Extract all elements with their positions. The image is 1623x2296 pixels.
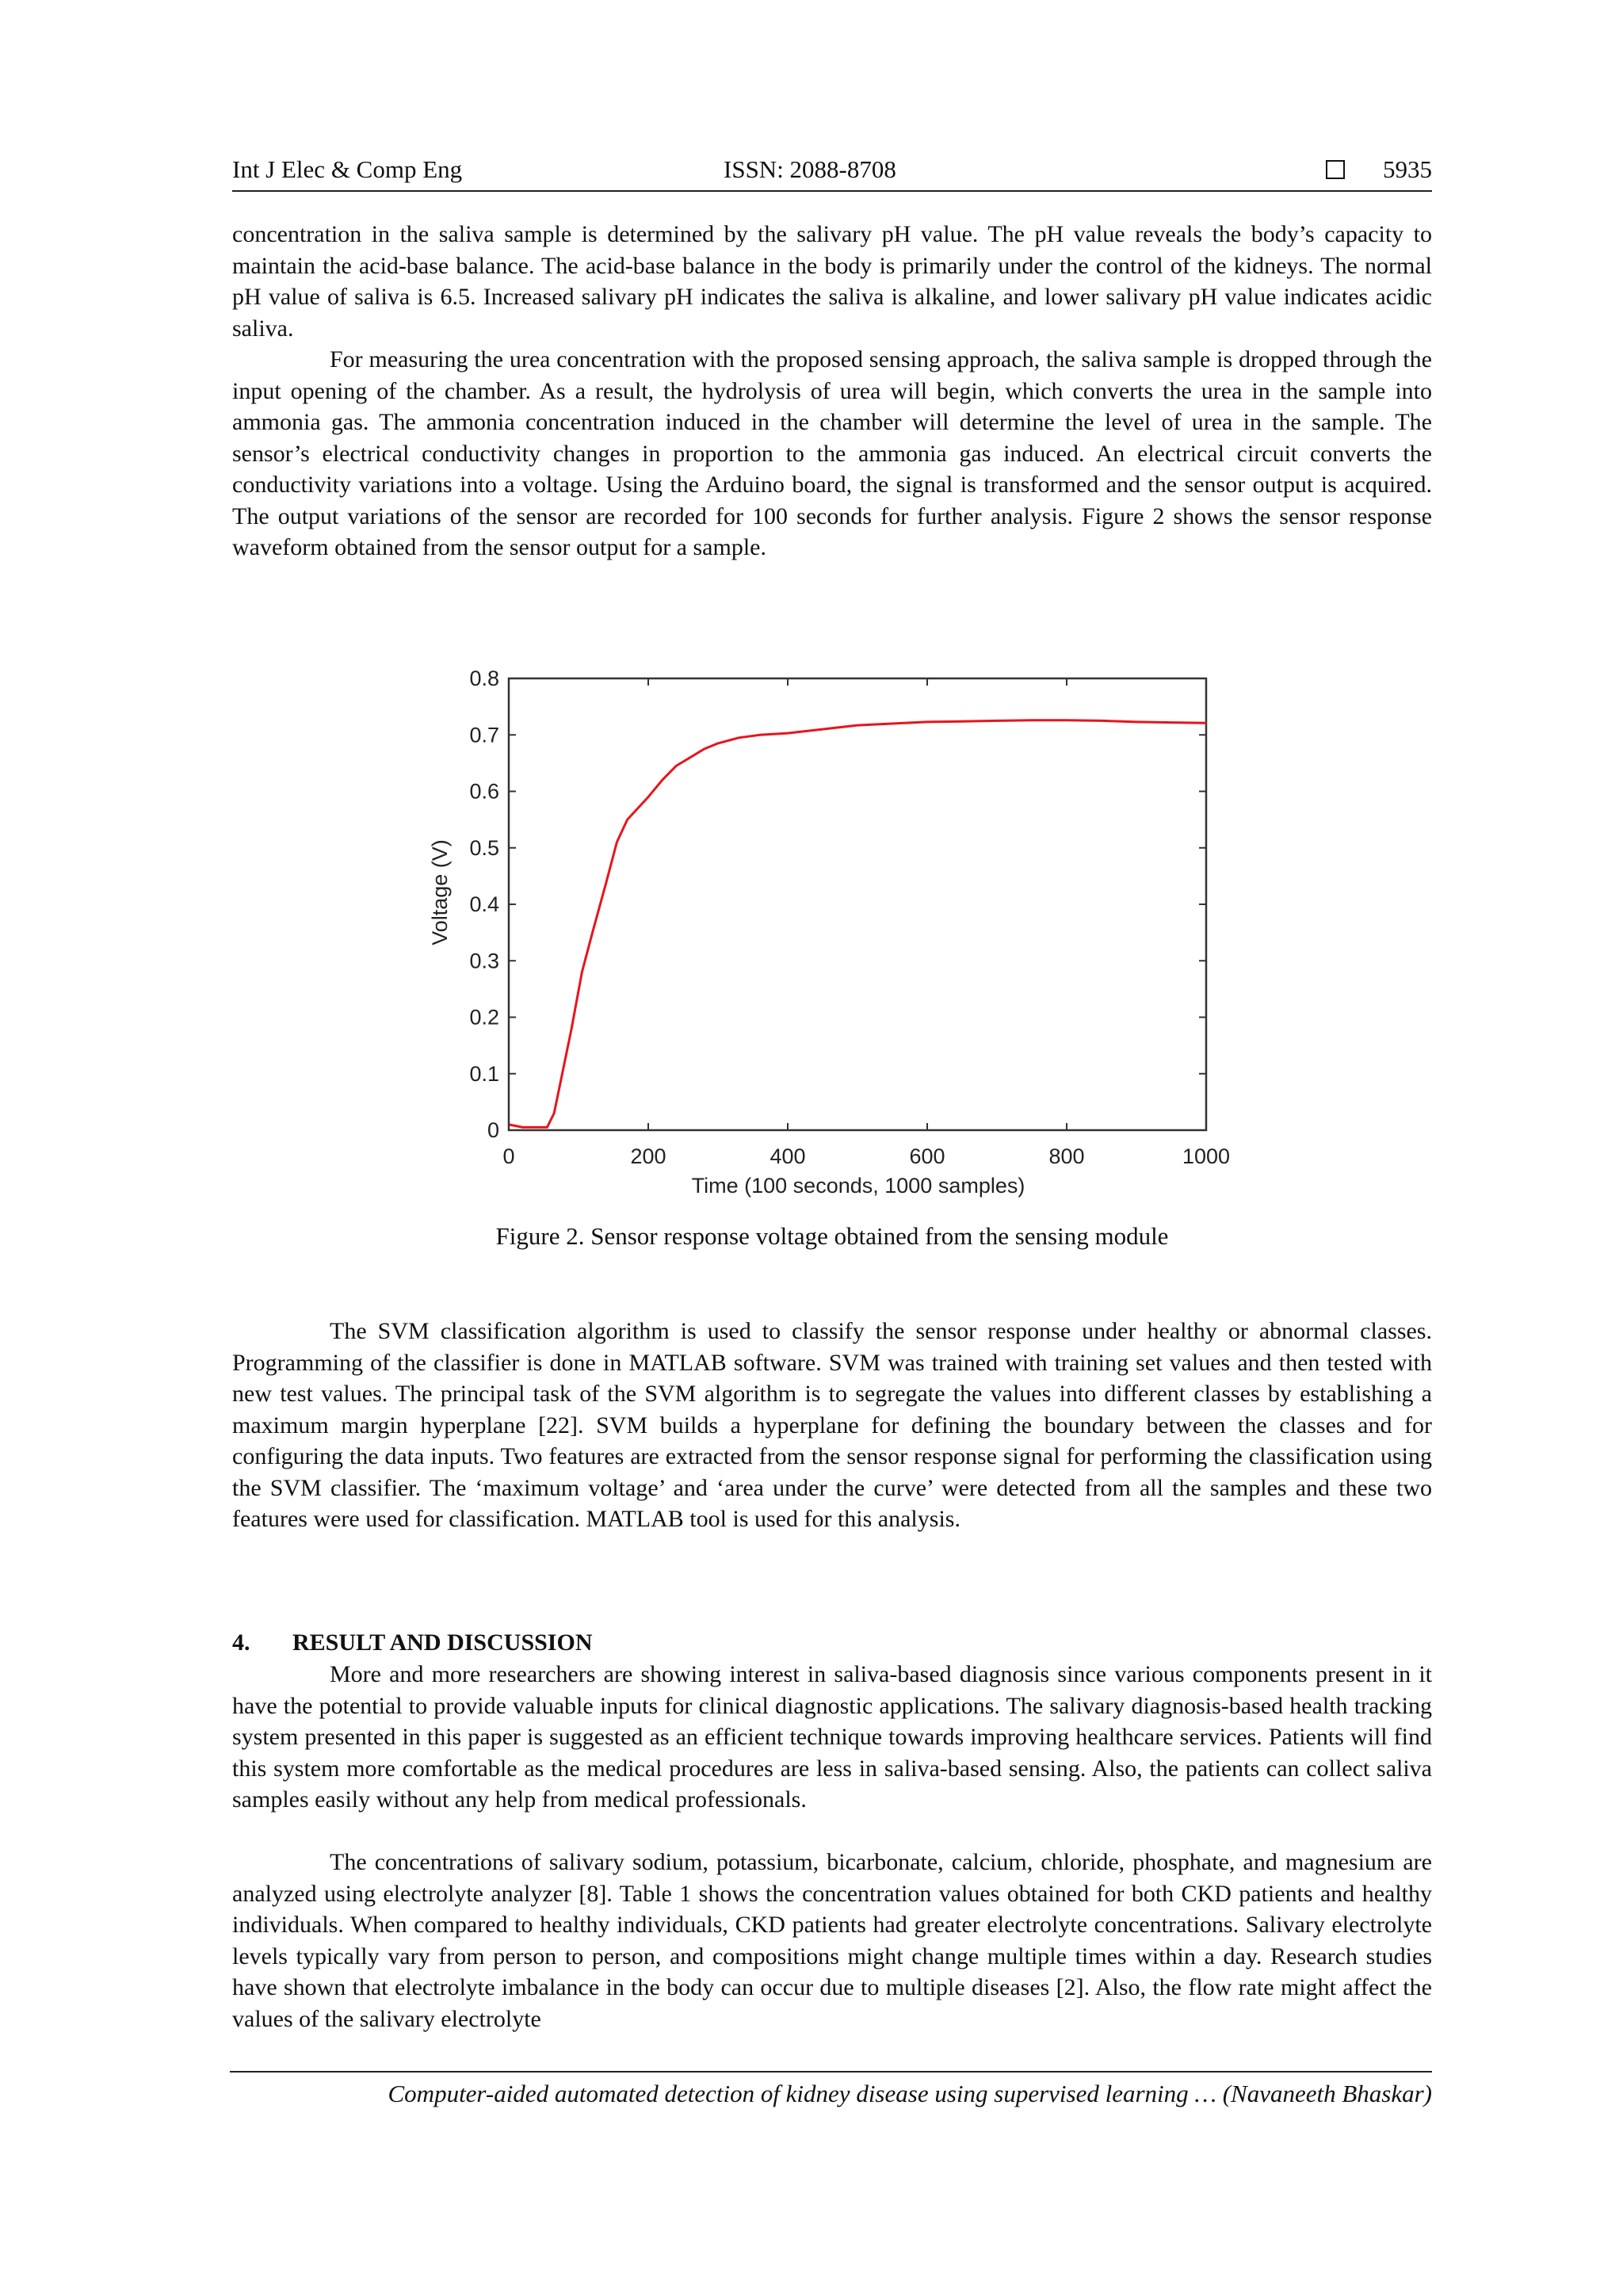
chart-axes	[509, 678, 1206, 1130]
y-tick-label: 0.4	[469, 892, 499, 916]
section-heading	[232, 1627, 593, 1659]
x-tick-label: 800	[1048, 1144, 1085, 1168]
paragraph-3: The SVM classification algorithm is used to classify the sensor response under healthy or abnormal classes. Programming of the classifier is done in MATLAB software. SVM was trained with training set values and then tested with new test values. The principal task of the SVM algorithm is to segregate the values into different classes by establishing a maximum margin hyperplane [22]. SVM builds a hyperplane for defining the boundary between the classes and for configuring the data inputs. Two features are extracted from the sensor response signal for performing the classification using the SVM classifier. The ‘maximum voltage’ and ‘area under the curve’ were detected from all the samples and these two features were used for classification. MATLAB tool is used for this analysis.	[232, 1318, 1432, 1532]
footer-rule	[230, 2071, 1432, 2073]
y-tick-label: 0.5	[469, 835, 499, 860]
paragraph-1: concentration in the saliva sample is determined by the salivary pH value. The pH value reveals the body’s capacity to maintain the acid-base balance. The acid-base balance in the body is primarily under the control of the kidneys. The normal pH value of saliva is 6.5. Increased salivary pH indicates the saliva is alkaline, and lower salivary pH value indicates acidic saliva.	[232, 221, 1432, 342]
running-footer: Computer-aided automated detection of kidney disease using supervised learning … (Navaneeth Bhaskar)	[388, 2080, 1432, 2107]
y-tick-label: 0.7	[469, 723, 499, 747]
y-tick-label: 0.3	[469, 949, 499, 973]
x-tick-label: 400	[769, 1144, 806, 1168]
running-header	[232, 155, 1432, 192]
x-tick-label: 200	[630, 1144, 666, 1168]
paragraph-5: The concentrations of salivary sodium, potassium, bicarbonate, calcium, chloride, phosphate, and magnesium are analyzed using electrolyte analyzer [8]. Table 1 shows the concentration values obtained for both CKD patients and healthy individuals. When compared to healthy individuals, CKD patients had greater electrolyte concentrations. Salivary electrolyte levels typically vary from person to person, and compositions might change multiple times within a day. Research studies have shown that electrolyte imbalance in the body can occur due to multiple diseases [2]. Also, the flow rate might affect the values of the salivary electrolyte	[232, 1849, 1432, 2032]
y-tick-label: 0.6	[469, 779, 499, 804]
issn: ISSN: 2088-8708	[724, 155, 896, 183]
y-tick-label: 0	[487, 1118, 499, 1142]
paragraph-4: More and more researchers are showing interest in saliva-based diagnosis since various components present in it have the potential to provide valuable inputs for clinical diagnostic applications. The salivary diagnosis-based health tracking system presented in this paper is suggested as an efficient technique towards improving healthcare services. Patients will find this system more comfortable as the medical procedures are less in saliva-based sensing. Also, the patients can collect saliva samples easily without any help from medical professionals.	[232, 1661, 1432, 1813]
journal-name: Int J Elec & Comp Eng	[232, 155, 463, 183]
x-axis-label: Time (100 seconds, 1000 samples)	[691, 1174, 1025, 1198]
section-title: RESULT AND DISCUSSION	[292, 1629, 593, 1656]
x-tick-label: 0	[502, 1144, 515, 1168]
section-number: 4.	[232, 1629, 250, 1656]
paragraph-2: For measuring the urea concentration with the proposed sensing approach, the saliva sample is dropped through the input opening of the chamber. As a result, the hydrolysis of urea will begin, which converts the urea in the sample into ammonia gas. The ammonia concentration induced in the chamber will determine the level of urea in the sample. The sensor’s electrical conductivity changes in proportion to the ammonia gas induced. An electrical circuit converts the conductivity variations into a voltage. Using the Arduino board, the signal is transformed and the sensor output is acquired. The output variations of the sensor are recorded for 100 seconds for further analysis. Figure 2 shows the sensor response waveform obtained from the sensor output for a sample.	[232, 346, 1432, 560]
page-number-group	[1326, 155, 1432, 184]
sensor-response-chart	[412, 650, 1236, 1205]
y-tick-label: 0.8	[469, 667, 499, 690]
x-tick-label: 1000	[1182, 1144, 1231, 1168]
figure-caption: Figure 2. Sensor response voltage obtained from the sensing module	[495, 1222, 1169, 1250]
y-tick-label: 0.2	[469, 1005, 499, 1030]
y-tick-label: 0.1	[469, 1061, 499, 1086]
y-axis-label: Voltage (V)	[428, 839, 452, 946]
page-number: 5935	[1383, 155, 1432, 183]
square-bullet-icon	[1326, 160, 1345, 179]
plot-background	[509, 678, 1206, 1130]
x-tick-label: 600	[909, 1144, 945, 1168]
